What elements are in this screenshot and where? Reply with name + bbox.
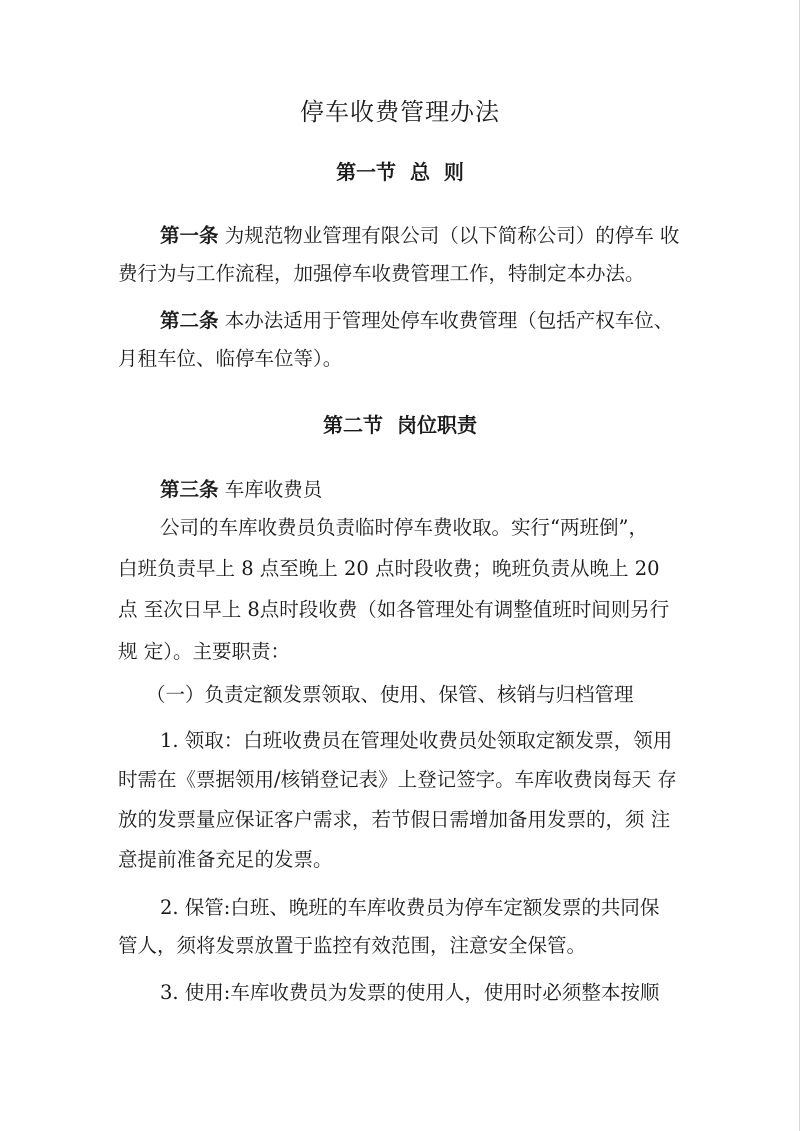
article-1-label: 第一条: [160, 224, 219, 247]
paragraph-1-line-3: 点 至次日早上 8点时段收费（如各管理处有调整值班时间则另行: [118, 598, 670, 621]
article-2-line-1: [160, 307, 673, 335]
article-1-text-1: 为规范物业管理有限公司（以下简称公司）的停车 收: [224, 224, 680, 247]
subitem-1-line-1: 1. 领取：白班收费员在管理处收费员处领取定额发票，领用: [160, 729, 673, 752]
article-2-line-2: 月租车位、临停车位等）。: [118, 347, 343, 370]
subitem-2-line-2: 管人，须将发票放置于监控有效范围，注意安全保管。: [118, 934, 587, 957]
document-title: 停车收费管理办法: [300, 98, 500, 126]
article-2-text-1: 本办法适用于管理处停车收费管理（包括产权车位、: [224, 309, 674, 332]
article-3-title: 车库收费员: [224, 478, 323, 501]
paragraph-1-line-1: 公司的车库收费员负责临时停车费收取。实行“两班倒”，: [160, 516, 648, 539]
article-2-label: 第二条: [160, 309, 219, 332]
subitem-3-line-1: 3. 使用:车库收费员为发票的使用人，使用时必须整本按顺: [160, 981, 660, 1004]
section-heading-duties: 第二节 岗位职责: [323, 413, 477, 437]
paragraph-1-line-4: 规 定）。主要职责：: [118, 640, 290, 663]
article-3-line: [160, 476, 322, 504]
article-3-label: 第三条: [160, 478, 219, 501]
item-1: （一）负责定额发票领取、使用、保管、核销与归档管理: [146, 683, 634, 706]
article-1-line-2: 费行为与工作流程，加强停车收费管理工作，特制定本办法。: [118, 262, 645, 285]
subitem-2-line-1: 2. 保管:白班、晚班的车库收费员为停车定额发票的共同保: [160, 896, 660, 919]
subitem-1-line-3: 放的发票量应保证客户需求，若节假日需增加备用发票的，须 注: [118, 808, 671, 831]
paragraph-1-line-2: 白班负责早上 8 点至晚上 20 点时段收费；晚班负责从晚上 20: [118, 557, 660, 580]
subitem-1-line-2: 时需在《票据领用/核销登记表》上登记签字。车库收费岗每天 存: [118, 768, 677, 791]
subitem-1-line-4: 意提前准备充足的发票。: [118, 848, 333, 871]
article-1-line-1: [160, 222, 679, 250]
section-heading-general: 第一节 总 则: [336, 160, 464, 184]
